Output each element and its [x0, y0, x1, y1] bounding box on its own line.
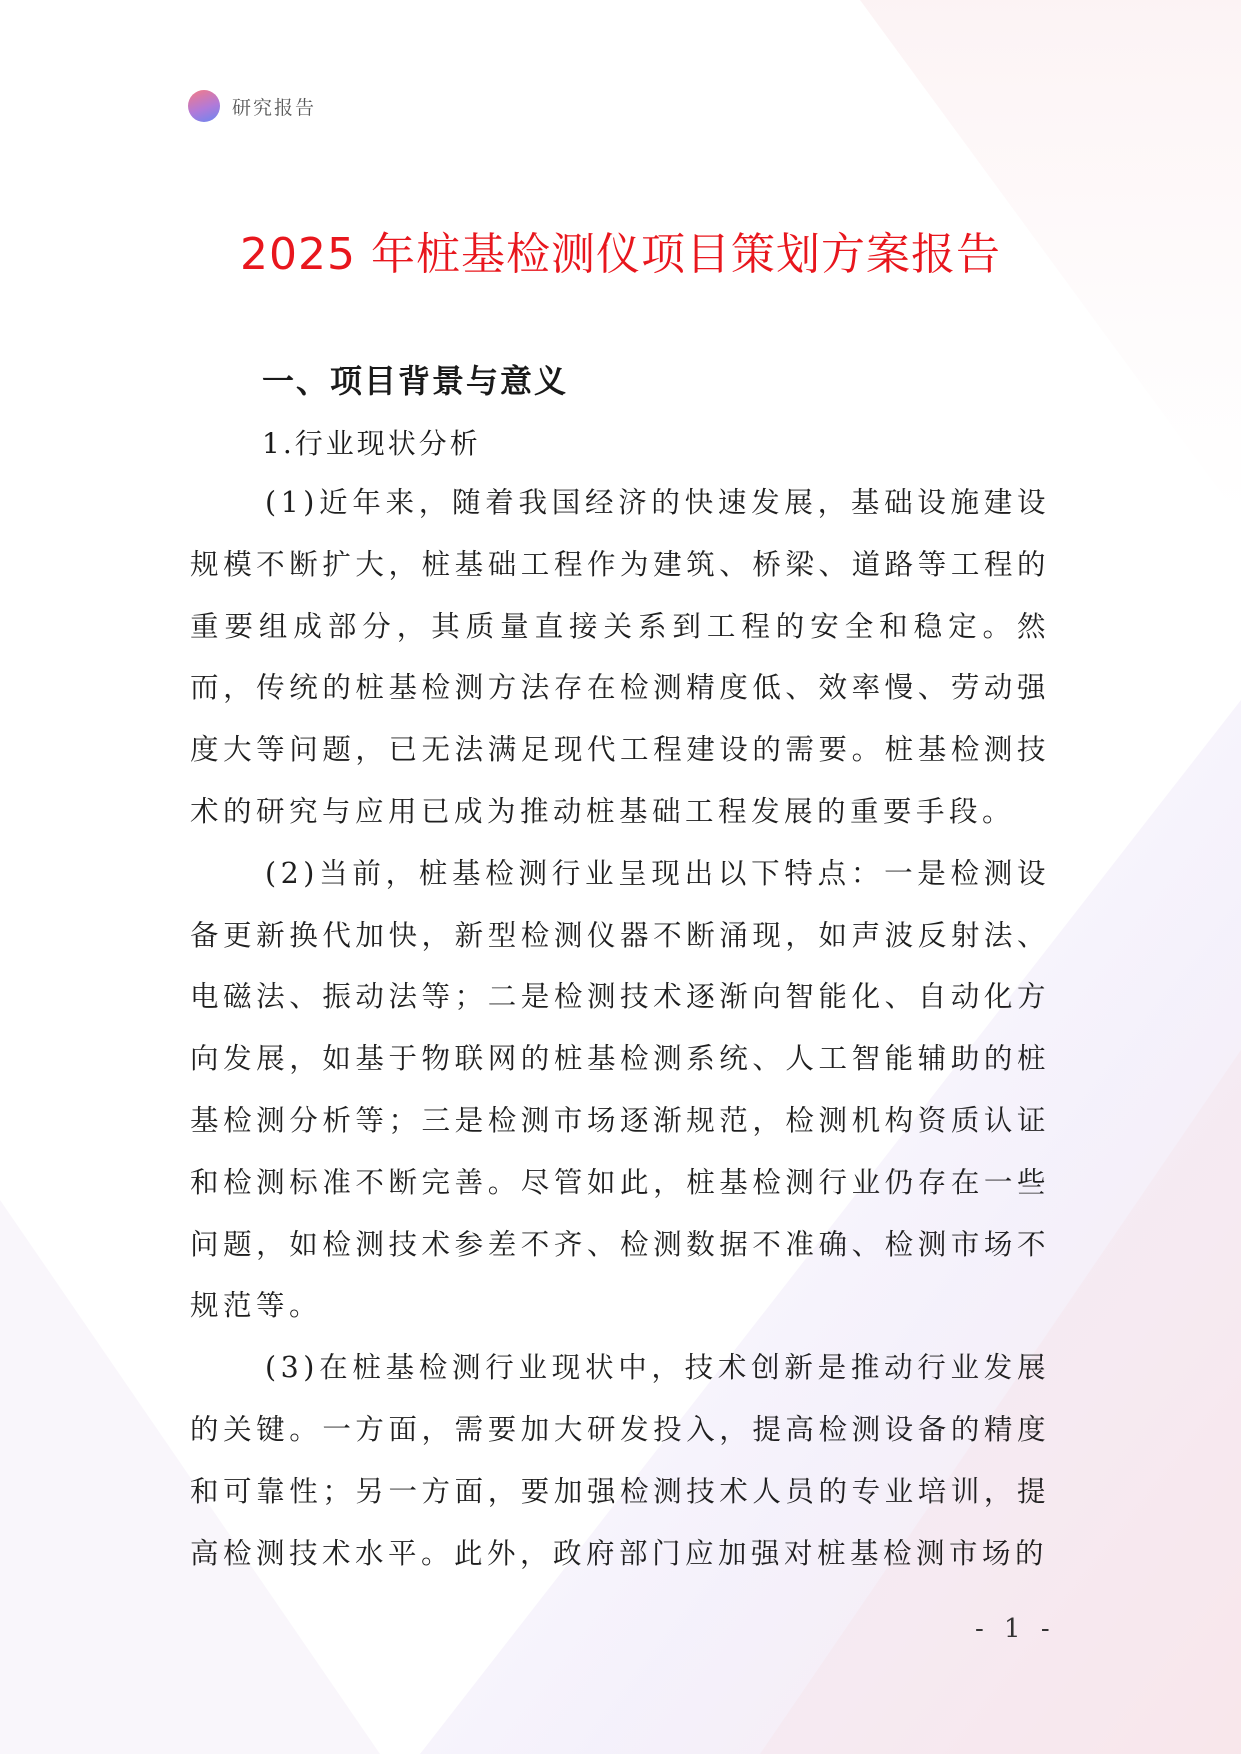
subsection-heading: 1.行业现状分析	[262, 427, 481, 460]
body-text	[190, 472, 1050, 1584]
section-heading: 一、项目背景与意义	[262, 362, 569, 400]
paragraph-1: (1)近年来，随着我国经济的快速发展，基础设施建设规模不断扩大，桩基础工程作为建筑、桥梁、道路等工程的重要组成部分，其质量直接关系到工程的安全和稳定。然而，传统的桩基检测方法存在检测精度低、效率慢、劳动强度大等问题，已无法满足现代工程建设的需要。桩基检测技术的研究与应用已成为推动桩基础工程发展的重要手段。	[190, 486, 1050, 828]
header-label: 研究报告	[232, 96, 317, 119]
paragraph-3: (3)在桩基检测行业现状中，技术创新是推动行业发展的关键。一方面，需要加大研发投入，提高检测设备的精度和可靠性；另一方面，要加强检测技术人员的专业培训，提高检测技术水平。此外，政府部门应加强对桩基检测市场的	[190, 1351, 1050, 1570]
report-header	[188, 88, 316, 124]
document-title: 2025 年桩基检测仪项目策划方案报告	[240, 229, 1001, 280]
logo-icon	[188, 90, 220, 122]
paragraph-2: (2)当前，桩基检测行业呈现出以下特点：一是检测设备更新换代加快，新型检测仪器不断涌现，如声波反射法、电磁法、振动法等；二是检测技术逐渐向智能化、自动化方向发展，如基于物联网的桩基检测系统、人工智能辅助的桩基检测分析等；三是检测市场逐渐规范，检测机构资质认证和检测标准不断完善。尽管如此，桩基检测行业仍存在一些问题，如检测技术参差不齐、检测数据不准确、检测市场不规范等。	[190, 856, 1050, 1323]
page-number: - 1 -	[975, 1614, 1056, 1644]
